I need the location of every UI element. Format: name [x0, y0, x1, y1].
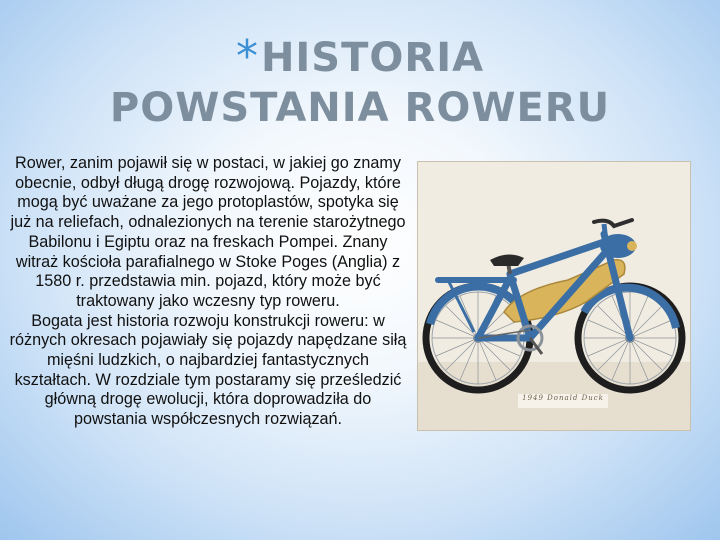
paragraph-1: Rower, zanim pojawił się w postaci, w jakiej go znamy obecnie, odbył długą drogę rozwojową. Pojazdy, które mogą być uważane za jego protoplastów, spotyka się już na reliefach, odnalezionych na terenie starożytnego Babilonu i Egiptu oraz na freskach Pompei. Znany witraż kościoła parafialnego w Stoke Poges (Anglia) z 1580 r. przedstawia min. pojazd, który może być traktowany jako wczesny typ roweru. — [10, 154, 406, 310]
slide-title — [0, 32, 720, 133]
bicycle-illustration — [418, 162, 690, 430]
title-line-2: POWSTANIA ROWERU — [109, 85, 611, 131]
bicycle-photo — [418, 162, 690, 430]
title-line-1-text: HISTORIA — [260, 35, 485, 81]
title-line-1 — [0, 32, 720, 83]
paragraph-2: Bogata jest historia rozwoju konstrukcji roweru: w różnych okresach pojawiały się pojazdy napędzane siłą mięśni ludzkich, o najbardziej fantastycznych kształtach. W rozdziale tym postaramy się prześledzić główną drogę ewolucji, która doprowadziła do powstania współczesnych rozwiązań. — [9, 311, 407, 429]
body-text — [8, 154, 408, 430]
title-asterisk: * — [235, 31, 259, 82]
photo-caption: 1949 Donald Duck — [518, 394, 608, 408]
